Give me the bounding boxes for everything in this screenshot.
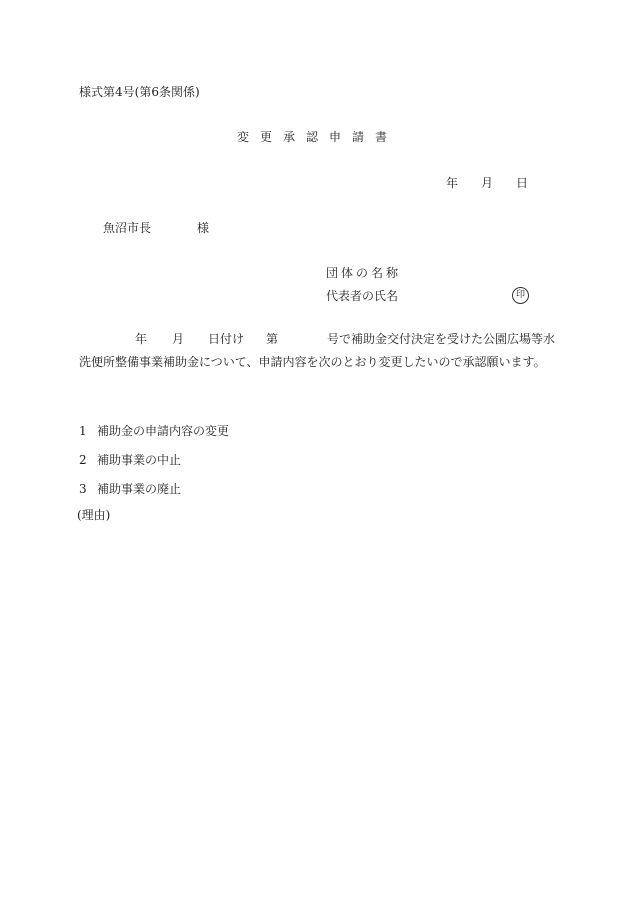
list-item <box>79 425 229 437</box>
addressee <box>103 222 223 236</box>
document-title: 変更承認申請書 <box>237 130 399 144</box>
date-day-label: 日 <box>516 176 529 190</box>
list-item <box>79 454 181 466</box>
list-item-text: 補助事業の中止 <box>97 453 182 467</box>
list-item-number: 2 <box>79 453 87 467</box>
list-item-text: 補助事業の廃止 <box>97 482 182 496</box>
date-line <box>446 177 536 191</box>
list-item-number: 3 <box>79 482 87 496</box>
body-year-label: 年 <box>135 332 148 346</box>
list-item-text: 補助金の申請内容の変更 <box>97 424 230 438</box>
addressee-honorific: 様 <box>197 221 210 235</box>
body-paragraph-line-1 <box>79 332 556 347</box>
body-day-dated-label: 日付け <box>208 332 245 346</box>
reason-label: (理由) <box>77 508 111 522</box>
body-paragraph-line-2: 洗便所整備事業補助金について、申請内容を次のとおり変更したいので承認願います。 <box>79 355 546 369</box>
representative-name-label: 代表者の氏名 <box>326 289 399 303</box>
addressee-name: 魚沼市長 <box>103 221 152 235</box>
body-line-1-text: 号で補助金交付決定を受けた公園広場等水 <box>327 332 556 346</box>
organization-name-label: 団体の名称 <box>326 266 402 280</box>
list-item <box>79 483 181 495</box>
date-year-label: 年 <box>446 176 459 190</box>
body-month-label: 月 <box>172 332 185 346</box>
form-number: 様式第4号(第6条関係) <box>79 85 200 99</box>
seal-mark: 印 <box>512 287 529 304</box>
body-number-prefix: 第 <box>266 332 279 346</box>
list-item-number: 1 <box>79 424 87 438</box>
date-month-label: 月 <box>481 176 494 190</box>
